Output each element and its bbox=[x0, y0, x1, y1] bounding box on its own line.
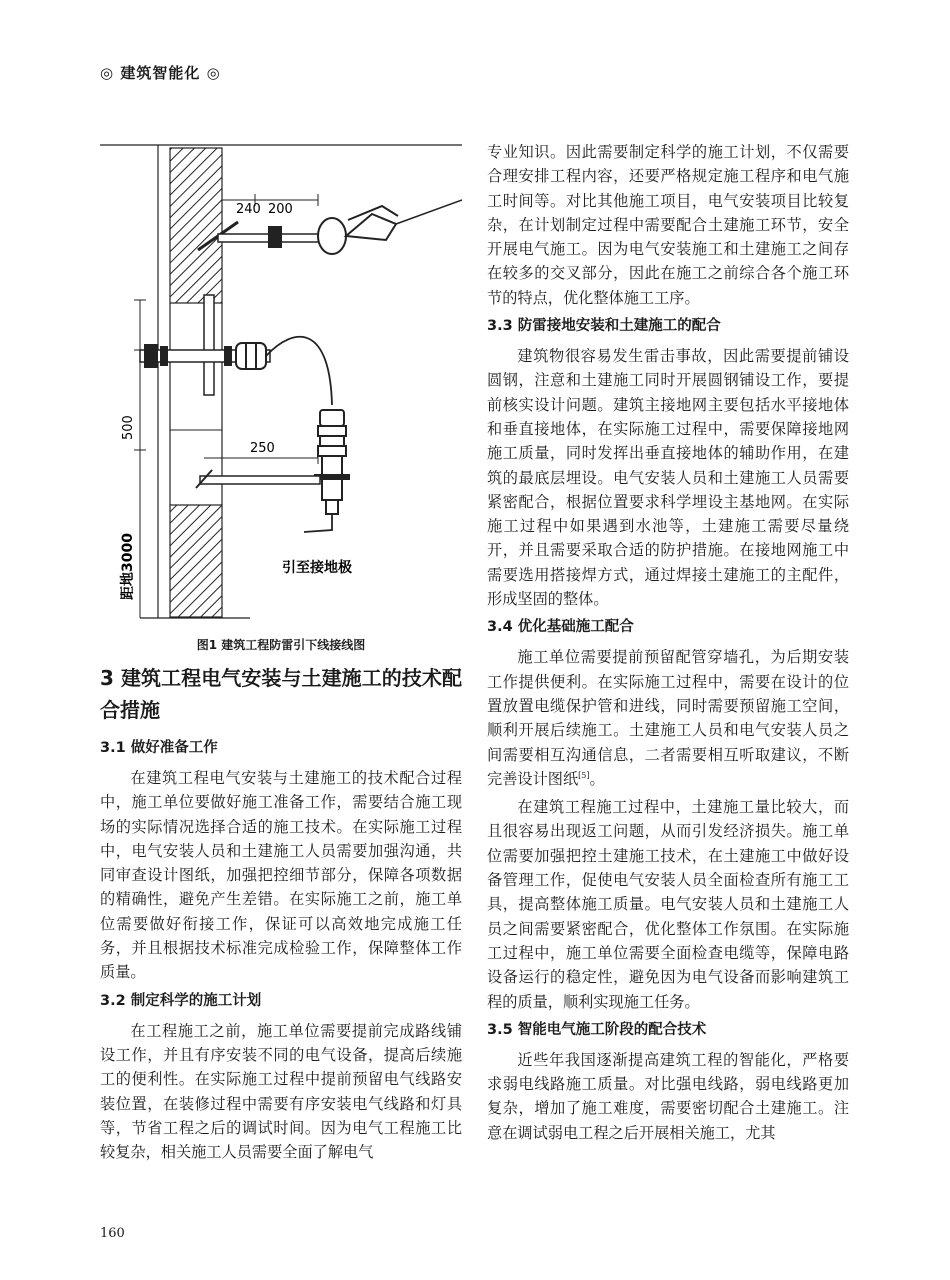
section-3-2-title: 3.2 制定科学的施工计划 bbox=[100, 992, 262, 1009]
section-3-4-text: 施工单位需要提前预留配管穿墙孔，为后期安装工作提供便利。在实际施工过程中，需要在设计的位置放置电缆保护管和进线，同时需要预留施工空间，顺利开展后续施工。土建施工人员和电气安装人员之间需要相互沟通信息，二者需要相互听取建议，不断完善设计图纸 bbox=[487, 648, 849, 788]
lead-to-ground-label: 引至接地极 bbox=[282, 560, 352, 576]
left-column bbox=[100, 140, 462, 1168]
insulator-middle bbox=[236, 343, 266, 369]
dim-500-label: 500 bbox=[121, 415, 136, 440]
jumper-wire bbox=[266, 337, 332, 405]
arrester-bracket bbox=[200, 476, 320, 484]
lightning-downlead-diagram bbox=[100, 140, 462, 630]
wall-hatch-bottom bbox=[170, 505, 222, 617]
page-number: 160 bbox=[100, 1226, 125, 1241]
dim-height-label: 距地3000 bbox=[120, 533, 136, 600]
header-symbol-icon: ◎ bbox=[100, 64, 115, 82]
section-3-title: 3 建筑工程电气安装与土建施工的技术配合措施 bbox=[100, 666, 462, 722]
ground-lead bbox=[304, 514, 332, 532]
section-3-4-title: 3.4 优化基础施工配合 bbox=[487, 619, 634, 636]
bracket-clamp bbox=[268, 226, 282, 248]
figure-caption: 图1 建筑工程防雷引下线接线图 bbox=[196, 638, 366, 652]
header-symbol-icon: ◎ bbox=[206, 64, 221, 82]
citation-ref: [5] bbox=[578, 770, 590, 780]
section-3-2-paragraph-continued: 专业知识。因此需要制定科学的施工计划，不仅需要合理安排工程内容，还要严格规定施工程序和电气施工时间等。对比其他施工项目，电气安装项目比较复杂，在计划制定过程中需要配合土建施工环节，安全开展电气施工。因为电气安装施工和土建施工之间存在较多的交叉部分，因此在施工之前综合各个施工环节的特点，优化整体施工工序。 bbox=[487, 143, 849, 307]
plate-vertical bbox=[204, 295, 214, 395]
dim-240-label: 240 bbox=[236, 202, 261, 217]
section-3-1-title: 3.1 做好准备工作 bbox=[100, 740, 218, 756]
dim-200-label: 200 bbox=[268, 202, 293, 217]
insulator-top bbox=[318, 218, 346, 254]
section-3-4-text-end: 。 bbox=[589, 769, 605, 788]
figure-1 bbox=[100, 140, 462, 630]
right-column bbox=[487, 140, 849, 1149]
section-3-2-paragraph: 在工程施工之前，施工单位需要提前完成路线铺设工作，并且有序安装不同的电气设备，提高后续施工的便利性。在实际施工过程中提前预留电气线路安装位置，在装修过程中需要有序安装电气线路和灯具等，节省工程之后的调试时间。因为电气工程施工比较复杂，相关施工人员需要全面了解电气 bbox=[100, 1021, 462, 1162]
wall-hatch-top bbox=[170, 148, 222, 303]
section-3-5-paragraph: 近些年我国逐渐提高建筑工程的智能化，严格要求弱电线路施工质量。对比强电线路，弱电线路更加复杂，增加了施工难度，需要密切配合土建施工。注意在调试弱电工程之后开展相关施工，尤其 bbox=[487, 1050, 849, 1142]
section-3-5-title: 3.5 智能电气施工阶段的配合技术 bbox=[487, 1021, 707, 1038]
running-header bbox=[100, 62, 221, 83]
section-3-1-paragraph: 在建筑工程电气安装与土建施工的技术配合过程中，施工单位要做好施工准备工作，需要结合施工现场的实际情况选择合适的施工技术。在实际施工过程中，电气安装人员和土建施工人员需要加强沟通，共同审查设计图纸，加强把控细节部分，保障各项数据的精确性，避免产生差错。在实际施工之前，施工单位需要做好衔接工作，保证可以高效地完成施工任务，并且根据技术标准完成检验工作，保障整体工作质量。 bbox=[100, 769, 462, 982]
dim-250-label: 250 bbox=[250, 441, 275, 456]
section-3-3-paragraph: 建筑物很容易发生雷击事故，因此需要提前铺设圆钢，注意和土建施工同时开展圆钢铺设工作，要提前核实设计问题。建筑主接地网主要包括水平接地体和垂直接地体，在实际施工过程中，需要保障接地网施工质量，同时发挥出垂直接地体的辅助作用，在建筑的最底层埋设。电气安装人员和土建施工人员需要紧密配合，根据位置要求科学埋设主基地网。在实际施工过程中如果遇到水池等，土建施工需要尽量绕开，并且需要采取合适的防护措施。在接地网施工中需要选用搭接焊方式，通过焊接土建施工的主配件，形成坚固的整体。 bbox=[487, 347, 849, 609]
arrester-top bbox=[320, 410, 344, 426]
section-3-4-paragraph-1 bbox=[487, 645, 849, 791]
incoming-line bbox=[396, 200, 462, 224]
section-3-4-paragraph-2: 在建筑工程施工过程中，土建施工量比较大，而且很容易出现返工问题，从而引发经济损失。施工单位需要加强把控土建施工技术，在土建施工中做好设备管理工作，促使电气安装人员全面检查所有施工工具，提高整体施工质量。电气安装人员和土建施工人员之间需要紧密配合，优化整体工作氛围。在实际施工过程中，施工单位需要全面检查电缆等，保障电路设备运行的稳定性，避免因为电气设备而影响建筑工程的质量，顺利实现施工任务。 bbox=[487, 798, 849, 1011]
header-title: 建筑智能化 bbox=[120, 64, 201, 82]
section-3-3-title: 3.3 防雷接地安装和土建施工的配合 bbox=[487, 318, 721, 335]
